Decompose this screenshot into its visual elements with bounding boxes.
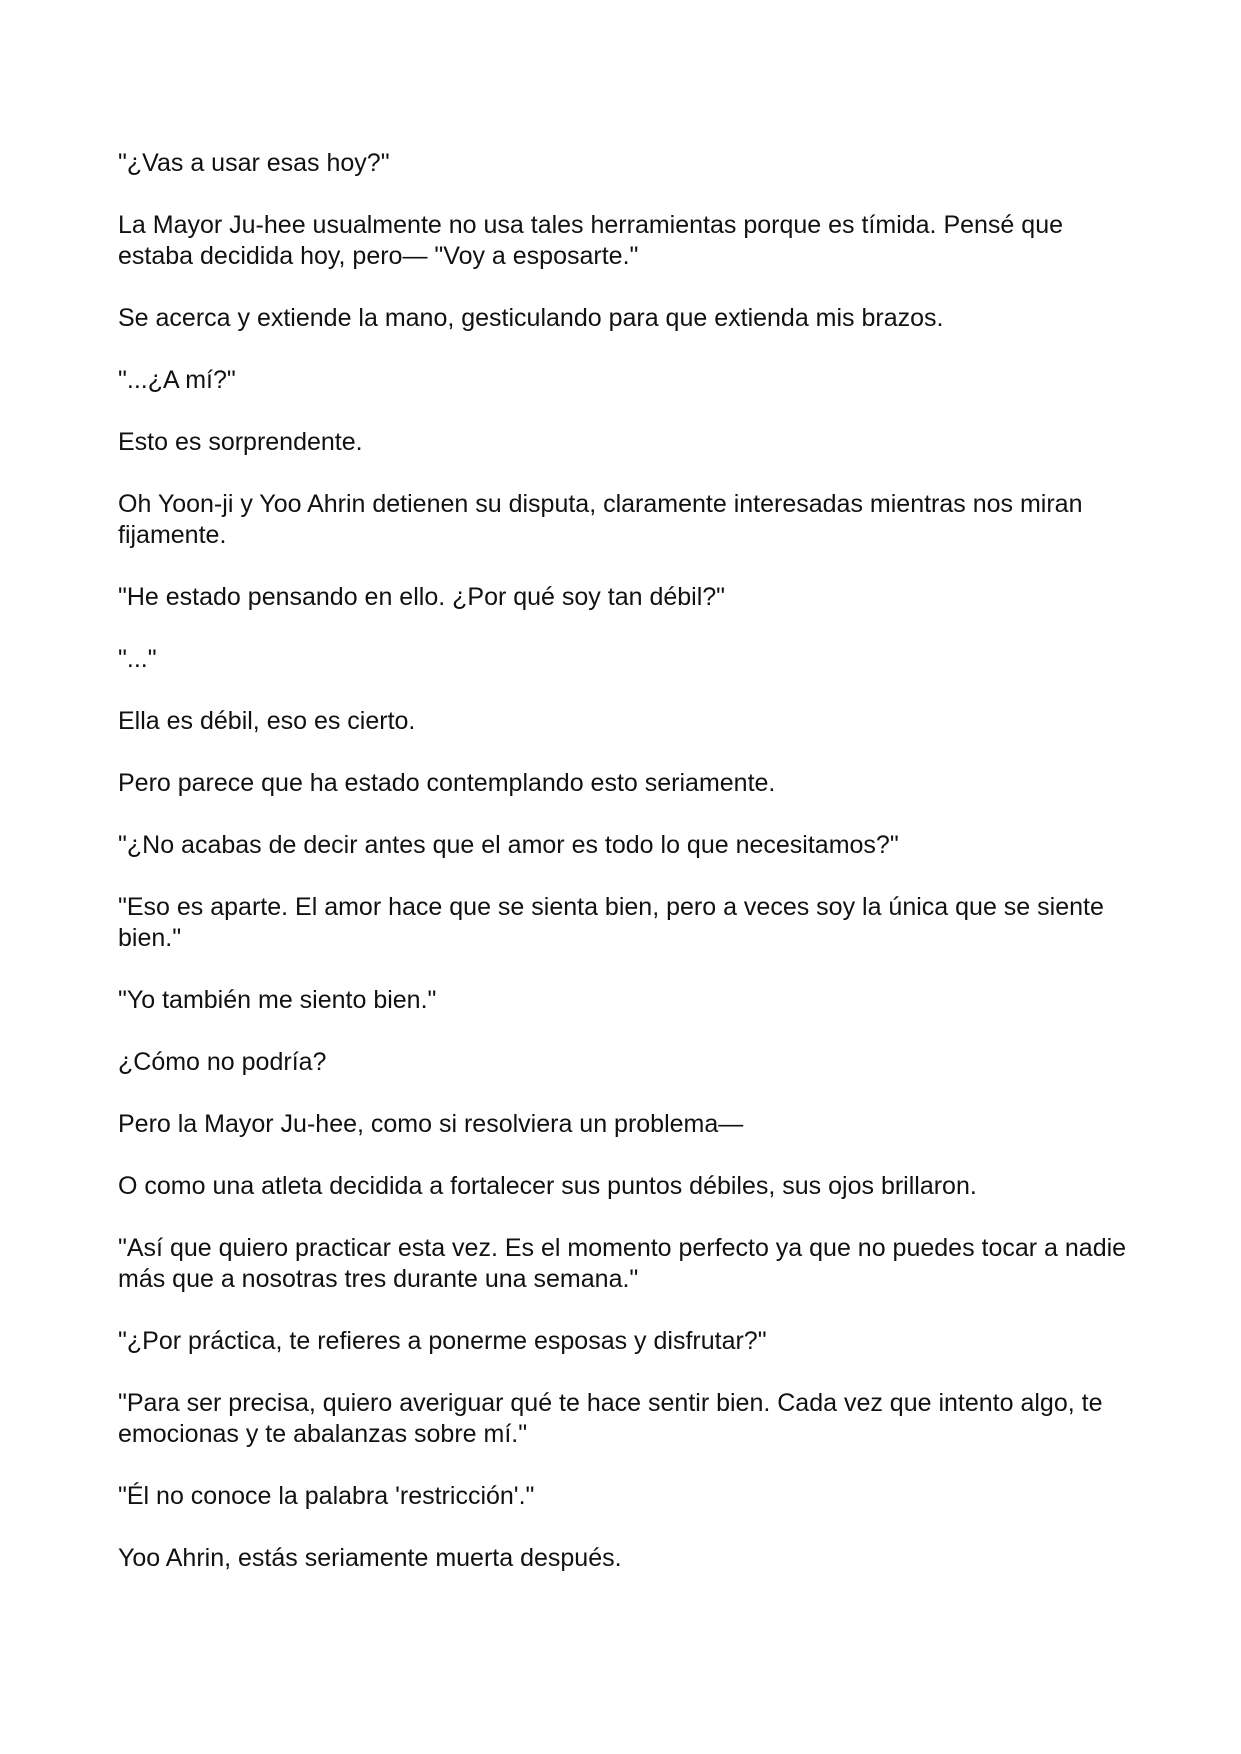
document-body bbox=[118, 148, 1128, 1605]
paragraph: "Yo también me siento bien." bbox=[118, 986, 437, 1014]
paragraph: Oh Yoon-ji y Yoo Ahrin detienen su disputa, claramente interesadas mientras nos miran fijamente. bbox=[118, 490, 1083, 549]
paragraph: "...¿A mí?" bbox=[118, 366, 236, 394]
paragraph: "Para ser precisa, quiero averiguar qué te hace sentir bien. Cada vez que intento algo, te emocionas y te abalanzas sobre mí." bbox=[118, 1389, 1103, 1448]
paragraph: Yoo Ahrin, estás seriamente muerta después. bbox=[118, 1544, 622, 1572]
paragraph: "Así que quiero practicar esta vez. Es el momento perfecto ya que no puedes tocar a nadie más que a nosotras tres durante una semana." bbox=[118, 1234, 1127, 1293]
paragraph: "Él no conoce la palabra 'restricción'." bbox=[118, 1482, 535, 1510]
paragraph: "He estado pensando en ello. ¿Por qué soy tan débil?" bbox=[118, 583, 726, 611]
paragraph: "¿Vas a usar esas hoy?" bbox=[118, 149, 390, 177]
paragraph: "Eso es aparte. El amor hace que se sienta bien, pero a veces soy la única que se siente bien." bbox=[118, 893, 1104, 952]
paragraph: Pero la Mayor Ju-hee, como si resolviera un problema— bbox=[118, 1110, 744, 1138]
paragraph: "¿Por práctica, te refieres a ponerme esposas y disfrutar?" bbox=[118, 1327, 767, 1355]
paragraph: La Mayor Ju-hee usualmente no usa tales herramientas porque es tímida. Pensé que estaba decidida hoy, pero— "Voy a esposarte." bbox=[118, 211, 1063, 270]
paragraph: ¿Cómo no podría? bbox=[118, 1048, 327, 1076]
paragraph: Pero parece que ha estado contemplando esto seriamente. bbox=[118, 769, 776, 797]
paragraph: Ella es débil, eso es cierto. bbox=[118, 707, 416, 735]
paragraph: "¿No acabas de decir antes que el amor es todo lo que necesitamos?" bbox=[118, 831, 899, 859]
paragraph: O como una atleta decidida a fortalecer sus puntos débiles, sus ojos brillaron. bbox=[118, 1172, 977, 1200]
paragraph: "..." bbox=[118, 645, 157, 673]
paragraph: Esto es sorprendente. bbox=[118, 428, 363, 456]
paragraph: Se acerca y extiende la mano, gesticulando para que extienda mis brazos. bbox=[118, 304, 944, 332]
